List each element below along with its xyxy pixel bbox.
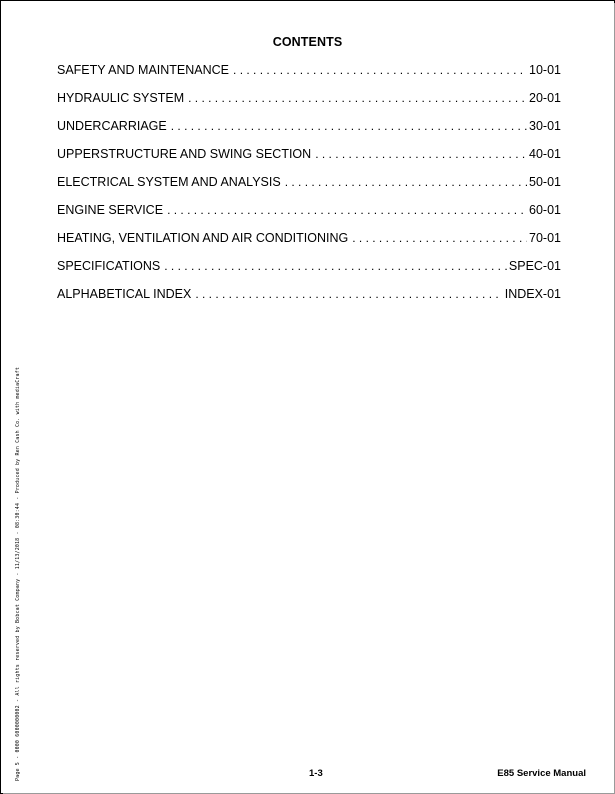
- footer-manual-name: E85 Service Manual: [497, 768, 586, 779]
- toc-dot-leader: [352, 231, 527, 245]
- toc-entry-label: HEATING, VENTILATION AND AIR CONDITIONING: [57, 231, 349, 245]
- toc-entry-label: UNDERCARRIAGE: [57, 119, 167, 133]
- toc-entry-upperstructure-and-swing-section[interactable]: [57, 147, 561, 175]
- toc-entry-page: 60-01: [529, 203, 561, 217]
- toc-dot-leader: [285, 175, 527, 189]
- toc-entry-hydraulic-system[interactable]: [57, 91, 561, 119]
- toc-entry-label: ELECTRICAL SYSTEM AND ANALYSIS: [57, 175, 281, 189]
- toc-dot-leader: [171, 119, 527, 133]
- toc-entry-heating-ventilation-and-air-conditioning[interactable]: [57, 231, 561, 259]
- toc-dot-leader: [233, 63, 527, 77]
- toc-entry-label: UPPERSTRUCTURE AND SWING SECTION: [57, 147, 312, 161]
- copyright-side-note: Page 5 - 0000 6000000002 - All rights reserved by Bobcat Company - 11/13/2018 - 08:30:44 - Produced by Ren Cash Co. with mediaCraft: [15, 367, 21, 781]
- toc-entry-engine-service[interactable]: [57, 203, 561, 231]
- toc-entry-page: 30-01: [529, 119, 561, 133]
- toc-entry-page: INDEX-01: [504, 287, 561, 301]
- toc-entry-label: ENGINE SERVICE: [57, 203, 164, 217]
- toc-dot-leader: [315, 147, 527, 161]
- toc-entry-page: 20-01: [529, 91, 561, 105]
- toc-entry-label: SAFETY AND MAINTENANCE: [57, 63, 230, 77]
- toc-entry-electrical-system-and-analysis[interactable]: [57, 175, 561, 203]
- toc-dot-leader: [164, 259, 507, 273]
- toc-entry-specifications[interactable]: [57, 259, 561, 287]
- footer-page-number: 1-3: [309, 768, 323, 779]
- toc-entry-page: 10-01: [529, 63, 561, 77]
- toc-entry-label: ALPHABETICAL INDEX: [57, 287, 192, 301]
- toc-entry-page: 50-01: [529, 175, 561, 189]
- toc-entry-undercarriage[interactable]: [57, 119, 561, 147]
- toc-dot-leader: [167, 203, 527, 217]
- page-title: CONTENTS: [272, 35, 343, 49]
- toc-entry-page: SPEC-01: [508, 259, 561, 273]
- table-of-contents: [57, 63, 561, 315]
- toc-entry-label: HYDRAULIC SYSTEM: [57, 91, 185, 105]
- toc-entry-page: 70-01: [529, 231, 561, 245]
- toc-entry-label: SPECIFICATIONS: [57, 259, 161, 273]
- toc-entry-safety-and-maintenance[interactable]: [57, 63, 561, 91]
- toc-entry-alphabetical-index[interactable]: [57, 287, 561, 315]
- toc-dot-leader: [195, 287, 502, 301]
- toc-entry-page: 40-01: [529, 147, 561, 161]
- toc-dot-leader: [188, 91, 527, 105]
